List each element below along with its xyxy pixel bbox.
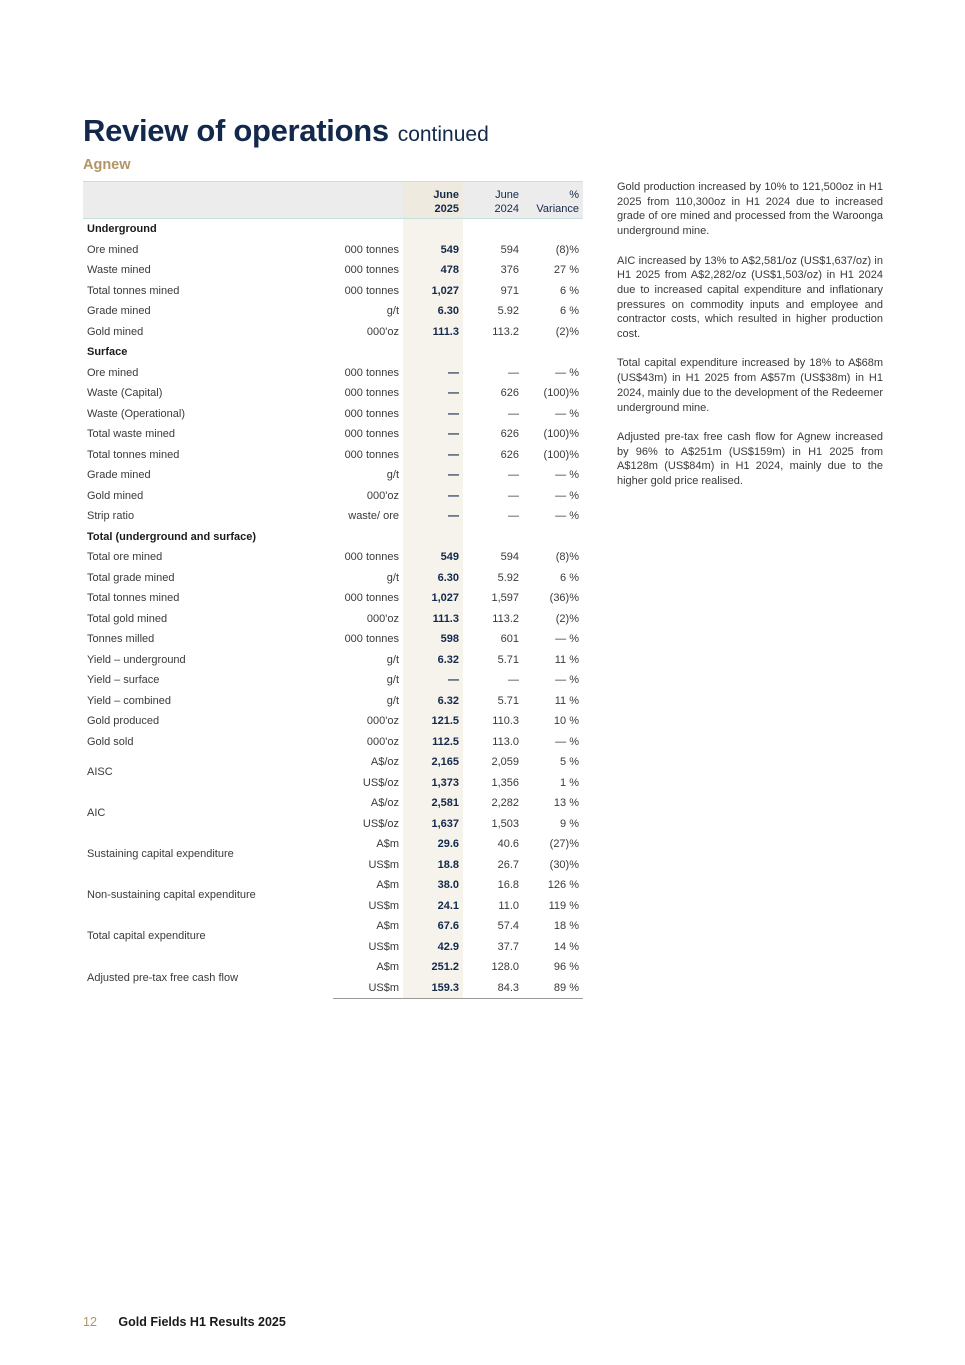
value-variance: (30)% (549, 858, 579, 871)
cell-variance-empty (523, 527, 583, 548)
value-variance: 6 % (560, 571, 579, 584)
row-label: Total tonnes mined (87, 592, 180, 604)
value-previous: 57.4 (497, 920, 519, 932)
value-variance: — % (555, 735, 579, 748)
row-label: Total capital expenditure (87, 930, 206, 943)
value-variance: — % (555, 469, 579, 481)
operations-table (83, 181, 583, 999)
row-unit: g/t (386, 469, 399, 481)
value-variance: (100)% (543, 428, 579, 440)
value-current: 2,165 (403, 752, 463, 773)
header-current-period (403, 182, 463, 219)
row-label: Gold produced (87, 715, 160, 727)
row-unit: 000'oz (366, 612, 399, 625)
value-previous: 626 (500, 448, 519, 461)
row-label: Total gold mined (87, 612, 168, 625)
commentary-paragraph: Adjusted pre-tax free cash flow for Agnew increased by 96% to A$251m (US$159m) in H1 2025 from A$128m (US$84m) in H1 2024, mainly due to the higher gold price realised. (617, 430, 883, 488)
value-variance: (2)% (555, 325, 579, 338)
value-current: 18.8 (403, 855, 463, 876)
value-current: 121.5 (403, 711, 463, 732)
publication-title: Gold Fields H1 Results 2025 (118, 1315, 286, 1329)
value-variance: — % (555, 366, 579, 379)
table-row (83, 486, 583, 507)
section-title: Surface (87, 346, 128, 358)
value-variance: 27 % (553, 264, 579, 276)
value-previous: 84.3 (463, 978, 523, 999)
value-previous: 113.2 (492, 325, 519, 338)
value-previous: 594 (500, 551, 519, 563)
table-row (83, 793, 583, 814)
row-label: Waste (Operational) (87, 407, 186, 420)
row-label: AIC (87, 807, 106, 820)
row-label: Yield – underground (87, 653, 186, 666)
row-label: Gold mined (87, 489, 144, 502)
value-previous: 110.3 (492, 715, 519, 727)
value-previous: 11.0 (498, 899, 519, 912)
table-row (83, 834, 583, 855)
table-row (83, 691, 583, 712)
page-title-main: Review of operations (83, 113, 389, 148)
header-variance (523, 182, 583, 219)
value-current: — (403, 445, 463, 466)
value-variance: — % (555, 510, 579, 522)
row-label: Tonnes milled (87, 633, 155, 645)
table-row (83, 547, 583, 568)
value-variance: — % (555, 674, 579, 686)
value-current: 67.6 (403, 916, 463, 937)
value-previous: 113.0 (492, 735, 519, 748)
value-previous: — (508, 674, 519, 686)
value-current: 6.30 (403, 568, 463, 589)
row-label: Yield – surface (87, 674, 160, 686)
row-label: Grade mined (87, 305, 151, 317)
table-row (83, 404, 583, 425)
row-unit: 000 tonnes (344, 243, 399, 256)
cell-previous-empty (463, 342, 523, 363)
value-current: — (403, 486, 463, 507)
table-row (83, 732, 583, 753)
value-current: 24.1 (403, 896, 463, 917)
commentary (617, 180, 883, 503)
value-current: 598 (403, 629, 463, 650)
value-current: 42.9 (403, 937, 463, 958)
commentary-paragraph: Total capital expenditure increased by 18% to A$68m (US$43m) in H1 2025 from A$57m (US$38m) in H1 2024, mainly due to the development of the Redeemer underground mine. (617, 357, 883, 414)
value-variance: 126 % (547, 879, 579, 891)
row-unit: 000'oz (366, 715, 399, 727)
row-label: Yield – combined (87, 694, 171, 707)
row-unit: 000 tonnes (344, 407, 399, 420)
row-unit: 000'oz (366, 735, 399, 748)
row-unit: A$m (376, 920, 399, 932)
cell-unit-empty (333, 527, 403, 548)
page-title (83, 112, 489, 149)
row-unit: US$m (333, 978, 403, 999)
value-previous: 37.7 (497, 940, 519, 953)
value-variance: 6 % (560, 305, 579, 317)
value-variance: (36)% (549, 592, 579, 604)
value-previous: — (508, 469, 519, 481)
value-current: — (403, 404, 463, 425)
cell-current-empty (403, 219, 463, 240)
value-previous: — (508, 366, 519, 379)
value-variance: 5 % (560, 756, 579, 768)
table-row (83, 363, 583, 384)
value-current: — (403, 424, 463, 445)
table-row (83, 568, 583, 589)
section-row (83, 342, 583, 363)
value-current: 29.6 (403, 834, 463, 855)
value-current: — (403, 506, 463, 527)
table-row (83, 383, 583, 404)
row-unit: A$/oz (370, 756, 399, 768)
value-variance: (8)% (555, 243, 579, 256)
value-variance: 14 % (553, 940, 579, 953)
row-unit: 000'oz (366, 325, 399, 338)
value-previous: 601 (500, 633, 519, 645)
section-heading: Agnew (83, 157, 131, 173)
row-label: Gold sold (87, 735, 134, 748)
table-row (83, 322, 583, 343)
cell-current-empty (403, 527, 463, 548)
value-previous: 113.2 (492, 612, 519, 625)
row-unit: US$m (368, 858, 399, 871)
value-variance: — % (555, 407, 579, 420)
row-unit: 000 tonnes (344, 387, 399, 399)
table-row (83, 465, 583, 486)
cell-previous-empty (463, 219, 523, 240)
value-previous: 594 (500, 243, 519, 256)
value-variance: — % (555, 633, 579, 645)
value-previous: — (508, 407, 519, 420)
value-previous: 376 (500, 264, 519, 276)
value-previous: — (508, 510, 519, 522)
value-variance: 1 % (560, 776, 579, 789)
row-label: Total ore mined (87, 551, 163, 563)
page-title-suffix: continued (397, 123, 489, 146)
cell-unit-empty (333, 219, 403, 240)
cell-previous-empty (463, 527, 523, 548)
value-previous: 1,597 (491, 592, 519, 604)
table-body (83, 219, 583, 999)
table-row (83, 670, 583, 691)
header-previous-period (463, 182, 523, 219)
value-current: — (403, 670, 463, 691)
table-row (83, 281, 583, 302)
cell-variance-empty (523, 342, 583, 363)
table-row (83, 711, 583, 732)
value-variance: 6 % (560, 284, 579, 297)
table-header-row (83, 182, 583, 219)
row-unit: 000 tonnes (344, 448, 399, 461)
section-title: Underground (87, 223, 157, 235)
header-previous-line1: June (495, 189, 519, 201)
cell-unit-empty (333, 342, 403, 363)
table-row (83, 957, 583, 978)
table-row (83, 916, 583, 937)
value-previous: 2,282 (491, 797, 519, 809)
row-label: Waste mined (87, 264, 151, 276)
table-row (83, 875, 583, 896)
value-current: 6.32 (403, 650, 463, 671)
value-previous: 26.7 (497, 858, 519, 871)
value-current: 1,027 (403, 281, 463, 302)
table-row (83, 260, 583, 281)
value-variance: 13 % (553, 797, 579, 809)
row-label: Adjusted pre-tax free cash flow (87, 971, 239, 984)
value-current: 1,637 (403, 814, 463, 835)
value-previous: 2,059 (491, 756, 519, 768)
value-variance: 119 % (548, 899, 579, 912)
row-unit: US$/oz (362, 817, 399, 830)
value-variance: 9 % (560, 817, 579, 830)
page-number: 12 (83, 1315, 97, 1329)
table-row (83, 629, 583, 650)
value-current: 478 (403, 260, 463, 281)
table-row (83, 588, 583, 609)
value-variance: (27)% (549, 838, 579, 850)
row-label: Total grade mined (87, 571, 175, 584)
value-previous: 16.8 (497, 879, 519, 891)
value-previous: 5.71 (497, 694, 519, 707)
row-unit: g/t (386, 571, 399, 584)
row-label: Total tonnes mined (87, 284, 180, 297)
value-current: 549 (403, 240, 463, 261)
table-row (83, 445, 583, 466)
row-unit: 000 tonnes (344, 428, 399, 440)
value-current: — (403, 383, 463, 404)
value-variance: 18 % (553, 920, 579, 932)
cell-variance-empty (523, 219, 583, 240)
value-variance: 11 % (554, 694, 579, 707)
row-unit: g/t (386, 653, 399, 666)
value-previous: 5.92 (497, 571, 519, 584)
row-unit: 000 tonnes (344, 284, 399, 297)
value-variance: — % (555, 489, 579, 502)
section-row (83, 219, 583, 240)
value-previous: 1,356 (491, 776, 519, 789)
table-row (83, 506, 583, 527)
value-previous: 626 (500, 387, 519, 399)
value-variance: 11 % (554, 653, 579, 666)
row-unit: g/t (386, 674, 399, 686)
value-current: 251.2 (403, 957, 463, 978)
row-unit: US$m (368, 940, 399, 953)
value-previous: 971 (500, 284, 519, 297)
cell-current-empty (403, 342, 463, 363)
value-variance: 96 % (553, 961, 579, 973)
row-label: Gold mined (87, 325, 144, 338)
row-unit: 000 tonnes (344, 551, 399, 563)
row-unit: 000 tonnes (344, 592, 399, 604)
row-unit: US$/oz (362, 776, 399, 789)
value-previous: 40.6 (497, 838, 519, 850)
value-variance: (100)% (543, 448, 579, 461)
row-label: Waste (Capital) (87, 387, 163, 399)
commentary-paragraph: AIC increased by 13% to A$2,581/oz (US$1,637/oz) in H1 2025 from A$2,282/oz (US$1,503/oz) in H1 2024 due to increased capital expenditure and inflationary pressures on commodity inputs and employee and contractor costs, which resulted in higher production cost. (617, 254, 883, 341)
row-label: Total tonnes mined (87, 448, 180, 461)
value-current: 159.3 (403, 978, 463, 999)
row-unit: 000'oz (366, 489, 399, 502)
row-label: Sustaining capital expenditure (87, 848, 234, 861)
table-row (83, 424, 583, 445)
value-current: 111.3 (403, 322, 463, 343)
value-current: 2,581 (403, 793, 463, 814)
row-unit: A$/oz (370, 797, 399, 809)
row-label: Strip ratio (87, 510, 135, 522)
value-current: 549 (403, 547, 463, 568)
row-unit: waste/ ore (348, 510, 399, 522)
row-unit: g/t (386, 694, 399, 707)
header-current-line1: June (433, 189, 459, 201)
operations-table-container (83, 181, 583, 999)
row-unit: 000 tonnes (344, 366, 399, 379)
value-variance: 10 % (553, 715, 579, 727)
value-current: 1,373 (403, 773, 463, 794)
value-variance: (2)% (555, 612, 579, 625)
table-row (83, 609, 583, 630)
row-unit: A$m (376, 961, 399, 973)
value-current: 6.32 (403, 691, 463, 712)
row-unit: US$m (368, 899, 399, 912)
row-label: AISC (87, 766, 113, 779)
table-row (83, 240, 583, 261)
table-row (83, 752, 583, 773)
row-label: Ore mined (87, 243, 139, 256)
value-previous: — (508, 489, 519, 502)
value-current: 111.3 (403, 609, 463, 630)
value-previous: 5.71 (497, 653, 519, 666)
value-current: 6.30 (403, 301, 463, 322)
value-current: 1,027 (403, 588, 463, 609)
section-row (83, 527, 583, 548)
row-label: Grade mined (87, 469, 151, 481)
value-current: — (403, 363, 463, 384)
page-footer (83, 1315, 286, 1329)
row-unit: g/t (386, 305, 399, 317)
row-label: Total waste mined (87, 428, 176, 440)
commentary-paragraph: Gold production increased by 10% to 121,500oz in H1 2025 from 110,300oz in H1 2024 due to increased grade of ore mined and processed from the Waroonga underground mine. (617, 181, 883, 238)
value-variance: (100)% (543, 387, 579, 399)
value-variance: (8)% (555, 551, 579, 563)
value-variance: 89 % (523, 978, 583, 999)
value-current: 38.0 (403, 875, 463, 896)
section-title: Total (underground and surface) (87, 530, 257, 543)
header-label-blank (83, 182, 333, 219)
value-previous: 626 (500, 428, 519, 440)
value-current: 112.5 (403, 732, 463, 753)
row-unit: 000 tonnes (344, 633, 399, 645)
header-variance-line2: Variance (536, 203, 579, 215)
row-unit: A$m (376, 879, 399, 891)
header-current-line2: 2025 (434, 203, 459, 215)
value-current: — (403, 465, 463, 486)
header-unit-blank (333, 182, 403, 219)
row-unit: A$m (376, 838, 399, 850)
value-previous: 1,503 (491, 817, 519, 830)
row-label: Non-sustaining capital expenditure (87, 889, 256, 902)
header-previous-line2: 2024 (494, 203, 519, 215)
row-unit: 000 tonnes (344, 264, 399, 276)
value-previous: 5.92 (497, 305, 519, 317)
table-row (83, 301, 583, 322)
value-previous: 128.0 (491, 961, 519, 973)
header-variance-line1: % (569, 189, 579, 201)
table-row (83, 650, 583, 671)
row-label: Ore mined (87, 366, 139, 379)
